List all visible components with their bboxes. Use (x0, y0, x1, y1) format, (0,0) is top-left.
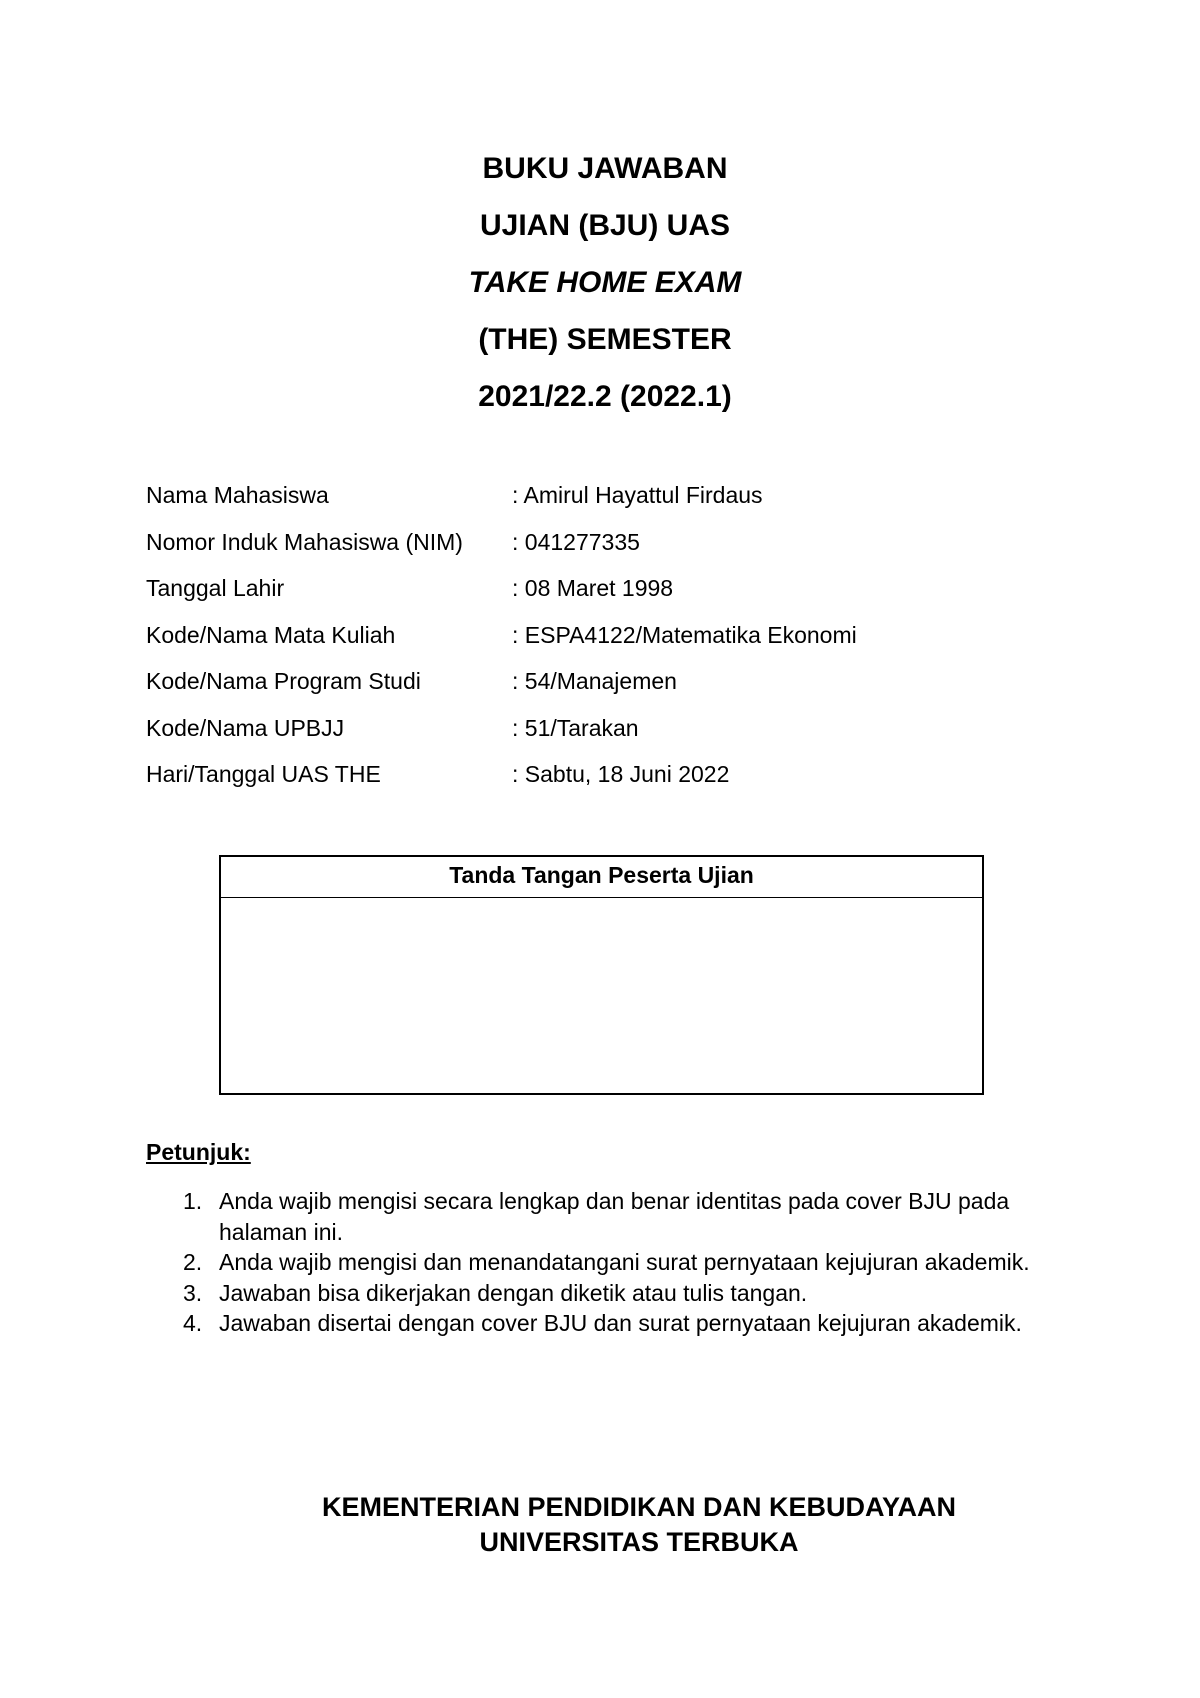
university-name: UNIVERSITAS TERBUKA (479, 1527, 799, 1557)
instruction-text: Anda wajib mengisi dan menandatangani surat pernyataan kejujuran akademik. (219, 1249, 1030, 1275)
instruction-text: Jawaban disertai dengan cover BJU dan surat pernyataan kejujuran akademik. (219, 1310, 1022, 1336)
identity-value: : ESPA4122/Matematika Ekonomi (512, 621, 857, 648)
instruction-number: 1. (183, 1188, 203, 1214)
instruction-item (0, 1278, 1079, 1309)
instruction-text: Jawaban bisa dikerjakan dengan diketik atau tulis tangan. (219, 1279, 808, 1306)
identity-label: Hari/Tanggal UAS THE (146, 761, 381, 787)
identity-label: Nomor Induk Mahasiswa (NIM) (146, 528, 463, 555)
identity-value: : Amirul Hayattul Firdaus (512, 482, 763, 508)
title-line-4: (THE) SEMESTER (478, 323, 732, 356)
instruction-number: 4. (183, 1310, 203, 1336)
identity-value: : 041277335 (512, 528, 640, 555)
instruction-text: Anda wajib mengisi secara lengkap dan benar identitas pada cover BJU pada halaman ini. (219, 1188, 1010, 1245)
document-title (0, 140, 1200, 425)
identity-value: : 51/Tarakan (512, 714, 639, 741)
identity-label: Tanggal Lahir (146, 575, 285, 601)
signature-box (219, 855, 984, 1095)
institution-footer (0, 1490, 1200, 1560)
identity-value: : 08 Maret 1998 (512, 575, 674, 601)
identity-value: : Sabtu, 18 Juni 2022 (512, 761, 730, 787)
instruction-item (0, 1186, 1079, 1247)
title-line-2: UJIAN (BJU) UAS (479, 209, 731, 242)
instruction-number: 2. (183, 1249, 203, 1275)
identity-label: Kode/Nama Program Studi (146, 668, 421, 694)
identity-value: : 54/Manajemen (512, 668, 677, 694)
instruction-item (0, 1308, 1079, 1339)
title-line-5: 2021/22.2 (2022.1) (478, 380, 732, 413)
signature-box-header: Tanda Tangan Peserta Ujian (221, 857, 982, 898)
signature-area (221, 898, 982, 1094)
instruction-number: 3. (183, 1279, 203, 1306)
identity-label: Kode/Nama Mata Kuliah (146, 621, 396, 648)
instructions-heading: Petunjuk: (146, 1139, 251, 1165)
title-line-3: TAKE HOME EXAM (468, 266, 742, 299)
identity-label: Nama Mahasiswa (146, 482, 329, 508)
instructions-list (0, 1186, 1079, 1339)
title-line-1: BUKU JAWABAN (482, 152, 728, 185)
instruction-item (0, 1247, 1079, 1278)
ministry-name: KEMENTERIAN PENDIDIKAN DAN KEBUDAYAAN (321, 1492, 957, 1522)
identity-label: Kode/Nama UPBJJ (146, 714, 345, 741)
